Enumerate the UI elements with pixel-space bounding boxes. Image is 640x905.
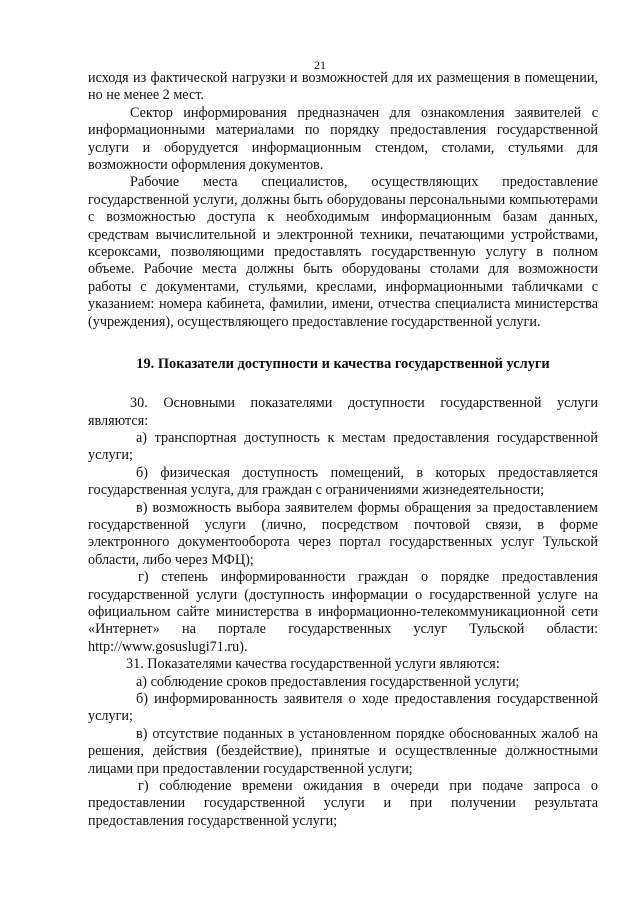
list-item: в) отсутствие поданных в установленном порядке обоснованных жалоб на решения, действия (бездействие), принятые и осуществленные должностными лицами при предоставлении государственной услуги; (88, 725, 598, 777)
list-item: б) физическая доступность помещений, в которых предоставляется государственная услуга, для граждан с ограничениями жизнедеятельности; (88, 464, 598, 499)
paragraph: 30. Основными показателями доступности государственной услуги являются: (88, 395, 598, 429)
page-number: 21 (314, 58, 326, 72)
list-item: г) степень информированности граждан о порядке предоставления государственной услуги (доступность информации о государственной услуге на официальном сайте министерства в информационно-телекоммуникационной сети «Интернет» на портале государственных услуг Тульской области: http://www.gosuslugi71.ru). (88, 569, 598, 655)
document-body (88, 70, 598, 830)
paragraph: Сектор информирования предназначен для ознакомления заявителей с информационными материалами по порядку предоставления государственной услуги и оборудуется информационным стендом, столами, стульями для возможности оформления документов. (88, 104, 598, 174)
list-item: в) возможность выбора заявителем формы обращения за предоставлением государственной услуги (лично, посредством почтовой связи, в форме электронного документооборота через портал государственных услуг Тульской области, либо через МФЦ); (88, 499, 598, 568)
list-item: г) соблюдение времени ожидания в очереди при подаче запроса о предоставлении государственной услуги и при получении результата предоставления государственной услуги; (88, 778, 598, 829)
list-item: а) транспортная доступность к местам предоставления государственной услуги; (88, 429, 598, 464)
paragraph: Рабочие места специалистов, осуществляющих предоставление государственной услуги, должны быть оборудованы персональными компьютерами с возможностью доступа к необходимым информационным базам данных, средствам вычислительной и электронной техники, печатающими устройствами, ксероксами, позволяющими предоставлять государственную услугу в полном объеме. Рабочие места должны быть оборудованы столами для возможности работы с документами, стульями, креслами, информационными табличками с указанием: номера кабинета, фамилии, имени, отчества специалиста министерства (учреждения), осуществляющего предоставление государственной услуги. (88, 174, 598, 330)
list-item: б) информированность заявителя о ходе предоставления государственной услуги; (88, 691, 598, 725)
paragraph: исходя из фактической нагрузки и возможностей для их размещения в помещении, но не менее 2 мест. (88, 70, 598, 104)
list-item: а) соблюдение сроков предоставления государственной услуги; (136, 673, 520, 690)
section-heading: 19. Показатели доступности и качества государственной услуги (136, 356, 550, 373)
paragraph: 31. Показателями качества государственной услуги являются: (126, 656, 500, 673)
